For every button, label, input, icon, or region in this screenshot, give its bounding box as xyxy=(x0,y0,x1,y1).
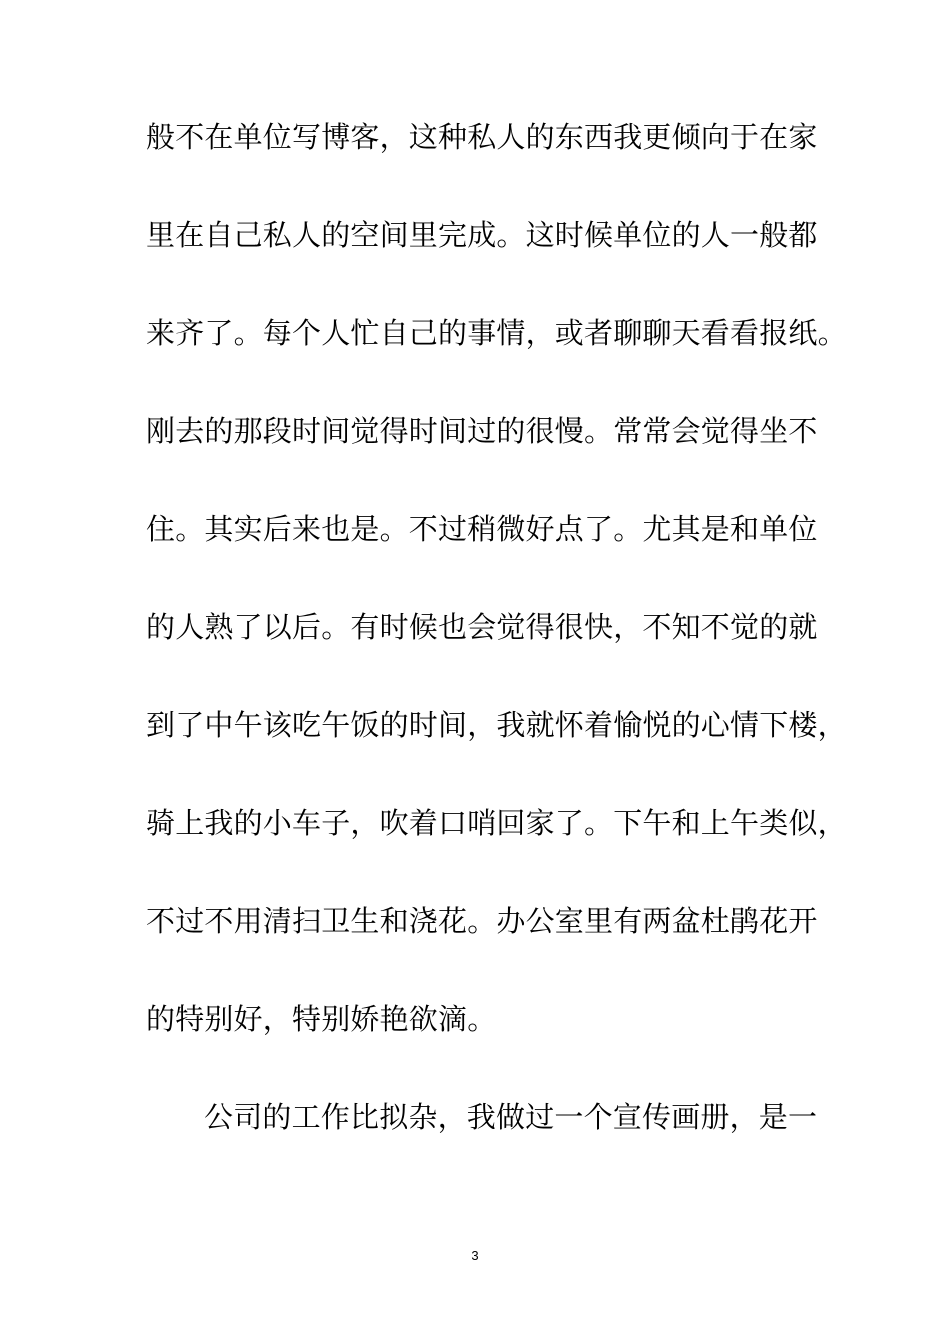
text-line: 不过不用清扫卫生和浇花。办公室里有两盆杜鹃花开 xyxy=(146,904,818,938)
text-line: 的特别好，特别娇艳欲滴。 xyxy=(146,1002,497,1036)
text-line: 般不在单位写博客，这种私人的东西我更倾向于在家 xyxy=(146,120,818,154)
page-number: 3 xyxy=(471,1248,479,1263)
text-line: 里在自己私人的空间里完成。这时候单位的人一般都 xyxy=(146,218,818,252)
text-line: 到了中午该吃午饭的时间，我就怀着愉悦的心情下楼， xyxy=(146,708,847,742)
text-line: 的人熟了以后。有时候也会觉得很快，不知不觉的就 xyxy=(146,610,818,644)
body-text xyxy=(146,120,847,1198)
text-line: 刚去的那段时间觉得时间过的很慢。常常会觉得坐不 xyxy=(146,414,818,448)
text-line: 骑上我的小车子，吹着口哨回家了。下午和上午类似， xyxy=(146,806,847,840)
paragraph-start-line: 公司的工作比拟杂，我做过一个宣传画册，是一 xyxy=(204,1100,818,1134)
text-line: 住。其实后来也是。不过稍微好点了。尤其是和单位 xyxy=(146,512,818,546)
text-line: 来齐了。每个人忙自己的事情，或者聊聊天看看报纸。 xyxy=(146,316,847,350)
